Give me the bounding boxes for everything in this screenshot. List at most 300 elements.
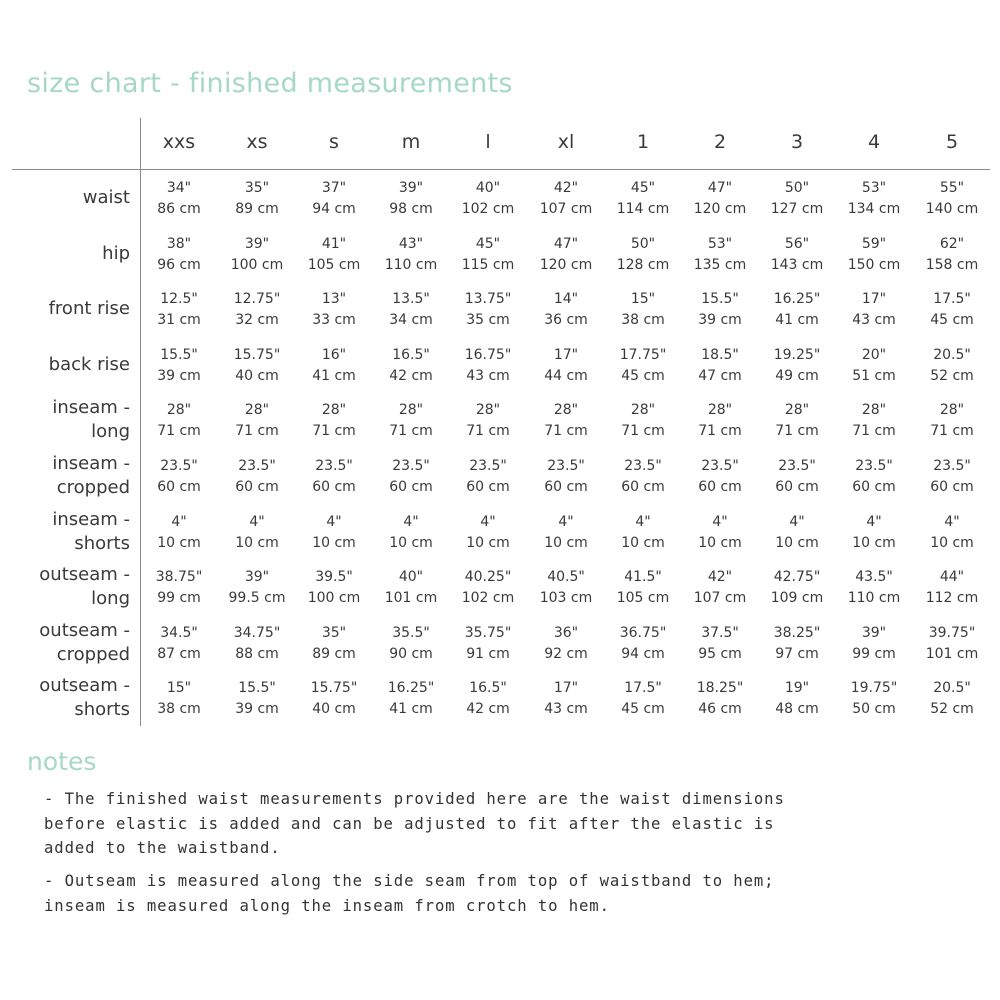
inches-value: 15.5" bbox=[238, 680, 276, 697]
inches-value: 36" bbox=[553, 624, 579, 641]
measurement-cell bbox=[141, 512, 218, 554]
measurement-cell bbox=[296, 345, 373, 387]
measurement-cell bbox=[219, 400, 296, 442]
measurement-cell bbox=[605, 289, 682, 331]
cm-value: 31 cm bbox=[157, 312, 201, 329]
measurement-cell bbox=[528, 345, 605, 387]
cm-value: 71 cm bbox=[698, 423, 742, 440]
measurement-cell bbox=[836, 456, 913, 498]
cm-value: 51 cm bbox=[852, 367, 896, 384]
inches-value: 50" bbox=[630, 235, 656, 252]
measurement-cell bbox=[836, 178, 913, 220]
inches-value: 23.5" bbox=[315, 458, 353, 474]
inches-value: 55" bbox=[939, 180, 965, 196]
inches-value: 17" bbox=[553, 346, 579, 363]
inches-value: 53" bbox=[707, 235, 733, 252]
cm-value: 10 cm bbox=[698, 534, 742, 551]
inches-value: 15.75" bbox=[310, 680, 358, 697]
row-label bbox=[12, 396, 130, 444]
measurement-cell bbox=[682, 456, 759, 498]
cm-value: 10 cm bbox=[621, 534, 665, 551]
cm-value: 127 cm bbox=[770, 201, 824, 217]
cm-value: 45 cm bbox=[621, 701, 665, 718]
measurement-cell bbox=[836, 400, 913, 442]
measurement-cell bbox=[219, 678, 296, 720]
size-header-m: m bbox=[401, 131, 421, 153]
inches-value: 23.5" bbox=[469, 458, 507, 474]
cm-value: 89 cm bbox=[235, 201, 279, 217]
measurement-cell bbox=[759, 512, 836, 554]
cm-value: 71 cm bbox=[621, 423, 665, 440]
inches-value: 15.75" bbox=[233, 346, 281, 363]
cm-value: 94 cm bbox=[312, 201, 356, 217]
inches-value: 35" bbox=[244, 180, 270, 196]
inches-value: 44" bbox=[939, 569, 965, 586]
measurement-cell bbox=[450, 567, 527, 609]
measurement-cell bbox=[759, 456, 836, 498]
inches-value: 20.5" bbox=[933, 346, 971, 363]
inches-value: 15" bbox=[630, 291, 656, 308]
measurement-cell bbox=[296, 678, 373, 720]
cm-value: 115 cm bbox=[461, 256, 515, 273]
measurement-cell bbox=[914, 400, 991, 442]
size-header-4: 4 bbox=[867, 131, 881, 153]
cm-value: 109 cm bbox=[770, 590, 824, 607]
measurement-cell bbox=[914, 567, 991, 609]
cm-value: 47 cm bbox=[698, 367, 742, 384]
inches-value: 38.25" bbox=[773, 624, 821, 641]
measurement-cell bbox=[836, 512, 913, 554]
cm-value: 10 cm bbox=[312, 534, 356, 551]
inches-value: 16.5" bbox=[392, 346, 430, 363]
inches-value: 28" bbox=[166, 402, 192, 419]
cm-value: 86 cm bbox=[157, 201, 201, 217]
inches-value: 40.5" bbox=[547, 569, 585, 586]
note-line: before elastic is added and can be adjusted to fit after the elastic is bbox=[44, 814, 775, 833]
measurement-cell bbox=[373, 289, 450, 331]
cm-value: 71 cm bbox=[930, 423, 974, 440]
measurement-cell bbox=[296, 234, 373, 276]
measurement-cell bbox=[450, 178, 527, 220]
measurement-cell bbox=[682, 178, 759, 220]
cm-value: 42 cm bbox=[389, 367, 433, 384]
cm-value: 35 cm bbox=[466, 312, 510, 329]
cm-value: 94 cm bbox=[621, 645, 665, 662]
inches-value: 23.5" bbox=[624, 458, 662, 474]
cm-value: 91 cm bbox=[466, 645, 510, 662]
measurement-cell bbox=[296, 623, 373, 665]
inches-value: 28" bbox=[475, 402, 501, 419]
measurement-cell bbox=[914, 623, 991, 665]
cm-value: 71 cm bbox=[235, 423, 279, 440]
row-label-line: cropped bbox=[56, 643, 130, 665]
cm-value: 60 cm bbox=[466, 479, 510, 495]
inches-value: 47" bbox=[707, 180, 733, 196]
inches-value: 23.5" bbox=[392, 458, 430, 474]
measurement-cell bbox=[141, 456, 218, 498]
inches-value: 15" bbox=[166, 680, 192, 697]
measurement-cell bbox=[450, 345, 527, 387]
cm-value: 71 cm bbox=[544, 423, 588, 440]
measurement-cell bbox=[605, 567, 682, 609]
measurement-cell bbox=[836, 678, 913, 720]
inches-value: 34.75" bbox=[233, 624, 281, 641]
inches-value: 42" bbox=[553, 180, 579, 196]
cm-value: 42 cm bbox=[466, 701, 510, 718]
inches-value: 45" bbox=[630, 180, 656, 196]
cm-value: 10 cm bbox=[930, 534, 974, 551]
measurement-cell bbox=[759, 623, 836, 665]
measurement-cell bbox=[450, 289, 527, 331]
measurement-cell bbox=[836, 567, 913, 609]
size-header-5: 5 bbox=[945, 131, 959, 153]
cm-value: 99 cm bbox=[852, 645, 896, 662]
inches-value: 56" bbox=[784, 235, 810, 252]
inches-value: 40" bbox=[398, 569, 424, 586]
row-label-line: outseam - bbox=[39, 619, 130, 641]
cm-value: 71 cm bbox=[775, 423, 819, 440]
inches-value: 40.25" bbox=[464, 569, 512, 586]
row-label-line: long bbox=[91, 421, 130, 443]
measurement-cell bbox=[296, 178, 373, 220]
cm-value: 60 cm bbox=[621, 479, 665, 495]
measurement-cell bbox=[450, 678, 527, 720]
row-label-line: back rise bbox=[48, 353, 130, 375]
inches-value: 19" bbox=[784, 680, 810, 697]
measurement-cell bbox=[219, 345, 296, 387]
cm-value: 49 cm bbox=[775, 367, 819, 384]
cm-value: 38 cm bbox=[621, 312, 665, 329]
measurement-cell bbox=[836, 623, 913, 665]
row-label bbox=[12, 674, 130, 722]
cm-value: 10 cm bbox=[466, 534, 510, 551]
inches-value: 34.5" bbox=[160, 624, 198, 641]
cm-value: 143 cm bbox=[770, 256, 824, 273]
measurement-cell bbox=[605, 234, 682, 276]
row-label bbox=[12, 242, 130, 266]
note-line: inseam is measured along the inseam from crotch to hem. bbox=[44, 896, 610, 915]
cm-value: 102 cm bbox=[461, 201, 515, 217]
inches-value: 17.5" bbox=[933, 291, 971, 308]
measurement-cell bbox=[914, 512, 991, 554]
inches-value: 4" bbox=[326, 513, 342, 530]
cm-value: 60 cm bbox=[852, 479, 896, 495]
measurement-cell bbox=[296, 456, 373, 498]
size-header-xs: xs bbox=[246, 131, 268, 153]
inches-value: 4" bbox=[635, 513, 651, 530]
cm-value: 60 cm bbox=[698, 479, 742, 495]
inches-value: 34" bbox=[166, 180, 192, 196]
inches-value: 43" bbox=[398, 235, 424, 252]
measurement-cell bbox=[373, 456, 450, 498]
measurement-cell bbox=[141, 178, 218, 220]
measurement-cell bbox=[759, 178, 836, 220]
inches-value: 36.75" bbox=[619, 624, 667, 641]
measurement-cell bbox=[759, 234, 836, 276]
cm-value: 89 cm bbox=[312, 645, 356, 662]
inches-value: 40" bbox=[475, 180, 501, 196]
cm-value: 39 cm bbox=[157, 367, 201, 384]
inches-value: 18.25" bbox=[696, 680, 744, 697]
inches-value: 39.75" bbox=[928, 624, 976, 641]
measurement-cell bbox=[682, 345, 759, 387]
cm-value: 100 cm bbox=[307, 590, 361, 607]
cm-value: 41 cm bbox=[775, 312, 819, 329]
row-label bbox=[12, 186, 130, 210]
measurement-cell bbox=[836, 289, 913, 331]
cm-value: 34 cm bbox=[389, 312, 433, 329]
cm-value: 10 cm bbox=[389, 534, 433, 551]
inches-value: 18.5" bbox=[701, 346, 739, 363]
cm-value: 95 cm bbox=[698, 645, 742, 662]
cm-value: 60 cm bbox=[235, 479, 279, 495]
inches-value: 42" bbox=[707, 569, 733, 586]
note-line: added to the waistband. bbox=[44, 839, 281, 857]
cm-value: 10 cm bbox=[157, 534, 201, 551]
measurement-cell bbox=[836, 345, 913, 387]
measurement-cell bbox=[373, 678, 450, 720]
cm-value: 40 cm bbox=[312, 701, 356, 718]
inches-value: 15.5" bbox=[160, 346, 198, 363]
measurement-cell bbox=[373, 567, 450, 609]
measurement-cell bbox=[759, 678, 836, 720]
measurement-cell bbox=[528, 678, 605, 720]
measurement-cell bbox=[605, 678, 682, 720]
measurement-cell bbox=[219, 289, 296, 331]
inches-value: 13.75" bbox=[464, 291, 512, 308]
inches-value: 23.5" bbox=[778, 458, 816, 474]
inches-value: 4" bbox=[558, 513, 574, 530]
measurement-cell bbox=[759, 289, 836, 331]
inches-value: 39" bbox=[244, 569, 270, 586]
inches-value: 4" bbox=[480, 513, 496, 530]
cm-value: 50 cm bbox=[852, 701, 896, 718]
inches-value: 45" bbox=[475, 235, 501, 252]
size-header-3: 3 bbox=[790, 131, 804, 153]
inches-value: 12.5" bbox=[160, 291, 198, 308]
cm-value: 43 cm bbox=[544, 701, 588, 718]
inches-value: 39.5" bbox=[315, 569, 353, 586]
measurement-cell bbox=[528, 456, 605, 498]
cm-value: 60 cm bbox=[389, 479, 433, 495]
measurement-cell bbox=[373, 623, 450, 665]
measurement-cell bbox=[373, 512, 450, 554]
cm-value: 112 cm bbox=[925, 590, 979, 607]
inches-value: 37" bbox=[321, 180, 347, 196]
cm-value: 114 cm bbox=[616, 201, 670, 217]
inches-value: 62" bbox=[939, 235, 965, 252]
row-label-line: inseam - bbox=[52, 453, 130, 474]
inches-value: 35.75" bbox=[464, 624, 512, 641]
cm-value: 71 cm bbox=[389, 423, 433, 440]
row-label-line: cropped bbox=[56, 477, 130, 498]
cm-value: 120 cm bbox=[693, 201, 747, 217]
horizontal-divider bbox=[12, 169, 990, 170]
measurement-cell bbox=[682, 289, 759, 331]
measurement-cell bbox=[605, 400, 682, 442]
inches-value: 28" bbox=[784, 402, 810, 419]
measurement-cell bbox=[219, 512, 296, 554]
measurement-cell bbox=[450, 400, 527, 442]
cm-value: 98 cm bbox=[389, 201, 433, 217]
measurement-cell bbox=[219, 178, 296, 220]
inches-value: 59" bbox=[861, 235, 887, 252]
inches-value: 28" bbox=[630, 402, 656, 419]
measurement-cell bbox=[373, 234, 450, 276]
cm-value: 10 cm bbox=[852, 534, 896, 551]
inches-value: 4" bbox=[789, 513, 805, 530]
inches-value: 16.75" bbox=[464, 346, 512, 363]
note-line: - Outseam is measured along the side seam from top of waistband to hem; bbox=[44, 872, 775, 890]
inches-value: 35" bbox=[321, 624, 347, 641]
measurement-cell bbox=[219, 567, 296, 609]
inches-value: 39" bbox=[861, 624, 887, 641]
inches-value: 47" bbox=[553, 235, 579, 252]
measurement-cell bbox=[450, 234, 527, 276]
cm-value: 102 cm bbox=[461, 590, 515, 607]
cm-value: 101 cm bbox=[384, 590, 438, 607]
inches-value: 38" bbox=[166, 235, 192, 252]
measurement-cell bbox=[682, 678, 759, 720]
measurement-cell bbox=[450, 456, 527, 498]
row-label bbox=[12, 353, 130, 377]
notes-title: notes bbox=[27, 747, 97, 776]
measurement-cell bbox=[914, 234, 991, 276]
cm-value: 88 cm bbox=[235, 645, 279, 662]
inches-value: 4" bbox=[944, 513, 960, 530]
measurement-cell bbox=[373, 345, 450, 387]
inches-value: 28" bbox=[553, 402, 579, 419]
inches-value: 23.5" bbox=[160, 458, 198, 474]
measurement-cell bbox=[682, 567, 759, 609]
cm-value: 46 cm bbox=[698, 701, 742, 718]
measurement-cell bbox=[836, 234, 913, 276]
page-title: size chart - finished measurements bbox=[27, 68, 513, 99]
measurement-cell bbox=[914, 345, 991, 387]
row-label bbox=[12, 563, 130, 611]
inches-value: 28" bbox=[321, 402, 347, 419]
measurement-cell bbox=[450, 623, 527, 665]
cm-value: 39 cm bbox=[698, 312, 742, 329]
cm-value: 41 cm bbox=[389, 701, 433, 718]
cm-value: 40 cm bbox=[235, 367, 279, 384]
cm-value: 135 cm bbox=[693, 256, 747, 273]
inches-value: 23.5" bbox=[547, 458, 585, 474]
measurement-cell bbox=[296, 567, 373, 609]
measurement-cell bbox=[759, 345, 836, 387]
cm-value: 45 cm bbox=[930, 312, 974, 329]
cm-value: 60 cm bbox=[544, 479, 588, 495]
measurement-cell bbox=[682, 623, 759, 665]
size-header-s: s bbox=[329, 131, 339, 153]
row-label-line: shorts bbox=[74, 532, 130, 554]
inches-value: 4" bbox=[712, 513, 728, 530]
cm-value: 36 cm bbox=[544, 312, 588, 329]
inches-value: 17.75" bbox=[619, 346, 667, 363]
measurement-cell bbox=[296, 289, 373, 331]
inches-value: 39" bbox=[398, 180, 424, 196]
measurement-cell bbox=[219, 623, 296, 665]
cm-value: 87 cm bbox=[157, 645, 201, 662]
measurement-cell bbox=[219, 234, 296, 276]
cm-value: 44 cm bbox=[544, 367, 588, 384]
size-header-xl: xl bbox=[557, 131, 575, 153]
inches-value: 4" bbox=[403, 513, 419, 530]
inches-value: 28" bbox=[939, 402, 965, 419]
cm-value: 60 cm bbox=[775, 479, 819, 495]
inches-value: 53" bbox=[861, 180, 887, 196]
inches-value: 23.5" bbox=[933, 458, 971, 474]
cm-value: 107 cm bbox=[693, 590, 747, 607]
inches-value: 17.5" bbox=[624, 680, 662, 697]
inches-value: 13.5" bbox=[392, 291, 430, 308]
inches-value: 23.5" bbox=[238, 458, 276, 474]
inches-value: 17" bbox=[553, 680, 579, 697]
inches-value: 39" bbox=[244, 235, 270, 252]
row-label bbox=[12, 619, 130, 667]
cm-value: 45 cm bbox=[621, 367, 665, 384]
inches-value: 4" bbox=[249, 513, 265, 530]
cm-value: 107 cm bbox=[539, 201, 593, 217]
row-label-line: outseam - bbox=[39, 675, 130, 697]
inches-value: 12.75" bbox=[233, 291, 281, 308]
cm-value: 71 cm bbox=[466, 423, 510, 440]
inches-value: 17" bbox=[861, 291, 887, 308]
cm-value: 100 cm bbox=[230, 256, 284, 273]
inches-value: 43.5" bbox=[855, 569, 893, 586]
inches-value: 28" bbox=[707, 402, 733, 419]
cm-value: 97 cm bbox=[775, 645, 819, 662]
measurement-cell bbox=[528, 512, 605, 554]
measurement-cell bbox=[759, 400, 836, 442]
inches-value: 28" bbox=[861, 402, 887, 419]
cm-value: 92 cm bbox=[544, 645, 588, 662]
cm-value: 101 cm bbox=[925, 645, 979, 662]
cm-value: 60 cm bbox=[312, 479, 356, 495]
cm-value: 33 cm bbox=[312, 312, 356, 329]
inches-value: 16.25" bbox=[773, 291, 821, 308]
size-header-2: 2 bbox=[713, 131, 727, 153]
measurement-cell bbox=[682, 400, 759, 442]
cm-value: 120 cm bbox=[539, 256, 593, 273]
size-header-xxs: xxs bbox=[162, 131, 196, 153]
row-label-line: shorts bbox=[74, 699, 130, 721]
inches-value: 41.5" bbox=[624, 569, 662, 586]
inches-value: 19.75" bbox=[850, 680, 898, 697]
cm-value: 140 cm bbox=[925, 201, 979, 217]
cm-value: 105 cm bbox=[616, 590, 670, 607]
row-label-line: front rise bbox=[48, 298, 130, 320]
cm-value: 71 cm bbox=[312, 423, 356, 440]
inches-value: 23.5" bbox=[855, 458, 893, 474]
cm-value: 90 cm bbox=[389, 645, 433, 662]
measurement-cell bbox=[528, 289, 605, 331]
cm-value: 10 cm bbox=[235, 534, 279, 551]
inches-value: 14" bbox=[553, 291, 579, 308]
measurement-cell bbox=[141, 623, 218, 665]
measurement-cell bbox=[141, 289, 218, 331]
measurement-cell bbox=[605, 623, 682, 665]
cm-value: 52 cm bbox=[930, 701, 974, 718]
cm-value: 43 cm bbox=[852, 312, 896, 329]
cm-value: 103 cm bbox=[539, 590, 593, 607]
row-label-line: outseam - bbox=[39, 564, 130, 586]
measurement-cell bbox=[914, 289, 991, 331]
measurement-cell bbox=[605, 345, 682, 387]
measurement-cell bbox=[373, 400, 450, 442]
row-label-line: hip bbox=[102, 242, 130, 264]
cm-value: 71 cm bbox=[852, 423, 896, 440]
